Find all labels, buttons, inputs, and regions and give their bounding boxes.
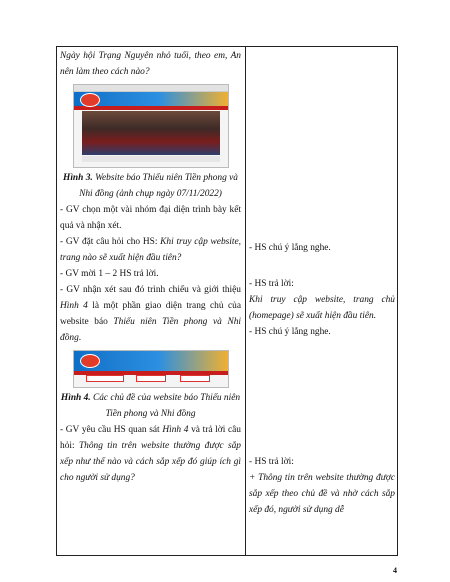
site-logo [80, 93, 100, 107]
photo-caption-strip [82, 156, 220, 162]
response-listen: - HS chú ý lắng nghe. [249, 327, 331, 337]
response-answer-label: - HS trả lời: [249, 457, 294, 467]
topic-tabs [86, 375, 216, 382]
student-response-3 [249, 454, 395, 518]
paragraph-2: - GV đặt câu hỏi cho HS: Khi truy cập website, trang nào sẽ xuất hiện đầu tiên? [60, 237, 242, 263]
student-response-1 [249, 240, 395, 256]
lesson-table [56, 46, 398, 556]
browser-bar [74, 85, 228, 92]
paragraph-5: - GV yêu cầu HS quan sát Hình 4 và trả lời câu hỏi: Thông tin trên website thường được sắp xếp như thế nào và cách sắp xếp đó giúp ích gì cho người sử dụng? [60, 425, 241, 483]
response-answer-text: Khi truy cập website, trang chủ (homepage) sẽ xuất hiện đầu tiên. [249, 295, 395, 321]
page-number: 4 [393, 566, 397, 575]
column-divider [245, 47, 246, 555]
figure-4-image [73, 350, 229, 388]
paragraph-4: - GV nhận xét sau đó trình chiếu và giới thiệu Hình 4 là một phần giao diện trang chủ của website báo Thiếu niên Tiền phong và Nhi đồng. [60, 285, 241, 343]
teacher-column [60, 48, 241, 486]
site-nav [74, 106, 228, 110]
topic-tab [86, 375, 124, 382]
paragraph-1: - GV chọn một vài nhóm đại diện trình bày kết quả và nhận xét. [60, 205, 241, 231]
site-banner [74, 92, 228, 106]
site-logo [80, 354, 100, 368]
figure-3-caption: Hình 3. Website báo Thiếu niên Tiền phong và Nhi đồng (ảnh chụp ngày 07/11/2022) [63, 173, 238, 199]
topic-tab [136, 375, 166, 382]
team-photo [82, 111, 220, 155]
intro-question: Ngày hội Trạng Nguyên nhỏ tuổi, theo em, An nên làm theo cách nào? [60, 51, 241, 77]
student-response-2 [249, 276, 395, 340]
site-banner [74, 351, 228, 371]
figure-3-image [73, 84, 229, 168]
figure-4-caption: Hình 4. Các chủ đề của website báo Thiếu niên Tiền phong và Nhi đồng [60, 393, 241, 419]
response-answer-label: - HS trả lời: [249, 279, 294, 289]
response-listen: - HS chú ý lắng nghe. [249, 243, 331, 253]
paragraph-3: - GV mời 1 – 2 HS trả lời. [60, 269, 159, 279]
response-answer-text: + Thông tin trên website thường được sắp xếp theo chủ đề và nhờ cách sắp xếp đó, người sử dụng dễ [249, 473, 395, 515]
topic-tab [180, 375, 210, 382]
